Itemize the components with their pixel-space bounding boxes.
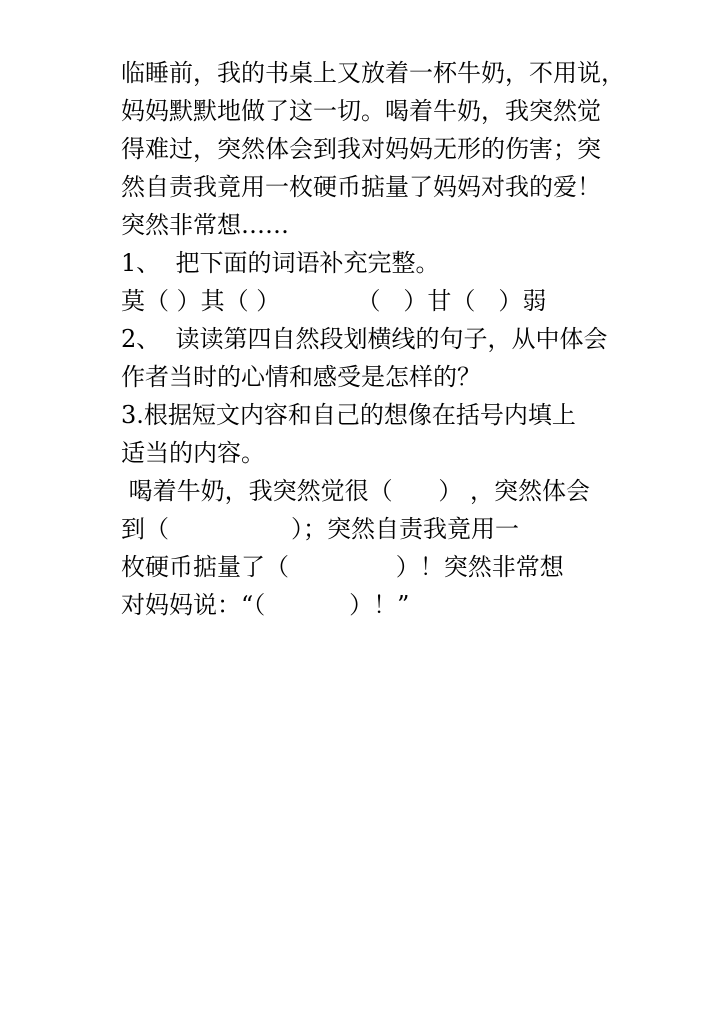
text-line: 突然非常想…… xyxy=(121,211,289,239)
text-line: 得难过，突然体会到我对妈妈无形的伤害；突 xyxy=(121,135,601,163)
question-2: 2、 读读第四自然段划横线的句子，从中体会 xyxy=(121,325,608,353)
fill-in-line: 喝着牛奶，我突然觉很（ ） ，突然体会 xyxy=(121,477,591,505)
fill-in-line: 对妈妈说：“（ ）！” xyxy=(121,591,410,619)
text-line: 临睡前，我的书桌上又放着一杯牛奶，不用说， xyxy=(121,59,625,87)
fill-in-line: 到（ ）；突然自责我竟用一 xyxy=(121,515,520,543)
text-line: 妈妈默默地做了这一切。喝着牛奶，我突然觉 xyxy=(121,97,601,125)
question-2-cont: 作者当时的心情和感受是怎样的？ xyxy=(121,363,481,391)
question-1-blanks: 莫（ ）其（ ） （ ）甘（ ）弱 xyxy=(121,287,547,315)
fill-in-line: 枚硬币掂量了（ ）！突然非常想 xyxy=(121,553,564,581)
question-3-cont: 适当的内容。 xyxy=(121,439,265,467)
question-3: 3.根据短文内容和自己的想像在括号内填上 xyxy=(121,401,576,429)
text-line: 然自责我竟用一枚硬币掂量了妈妈对我的爱！ xyxy=(121,173,601,201)
question-1: 1、 把下面的词语补充完整。 xyxy=(121,249,440,277)
